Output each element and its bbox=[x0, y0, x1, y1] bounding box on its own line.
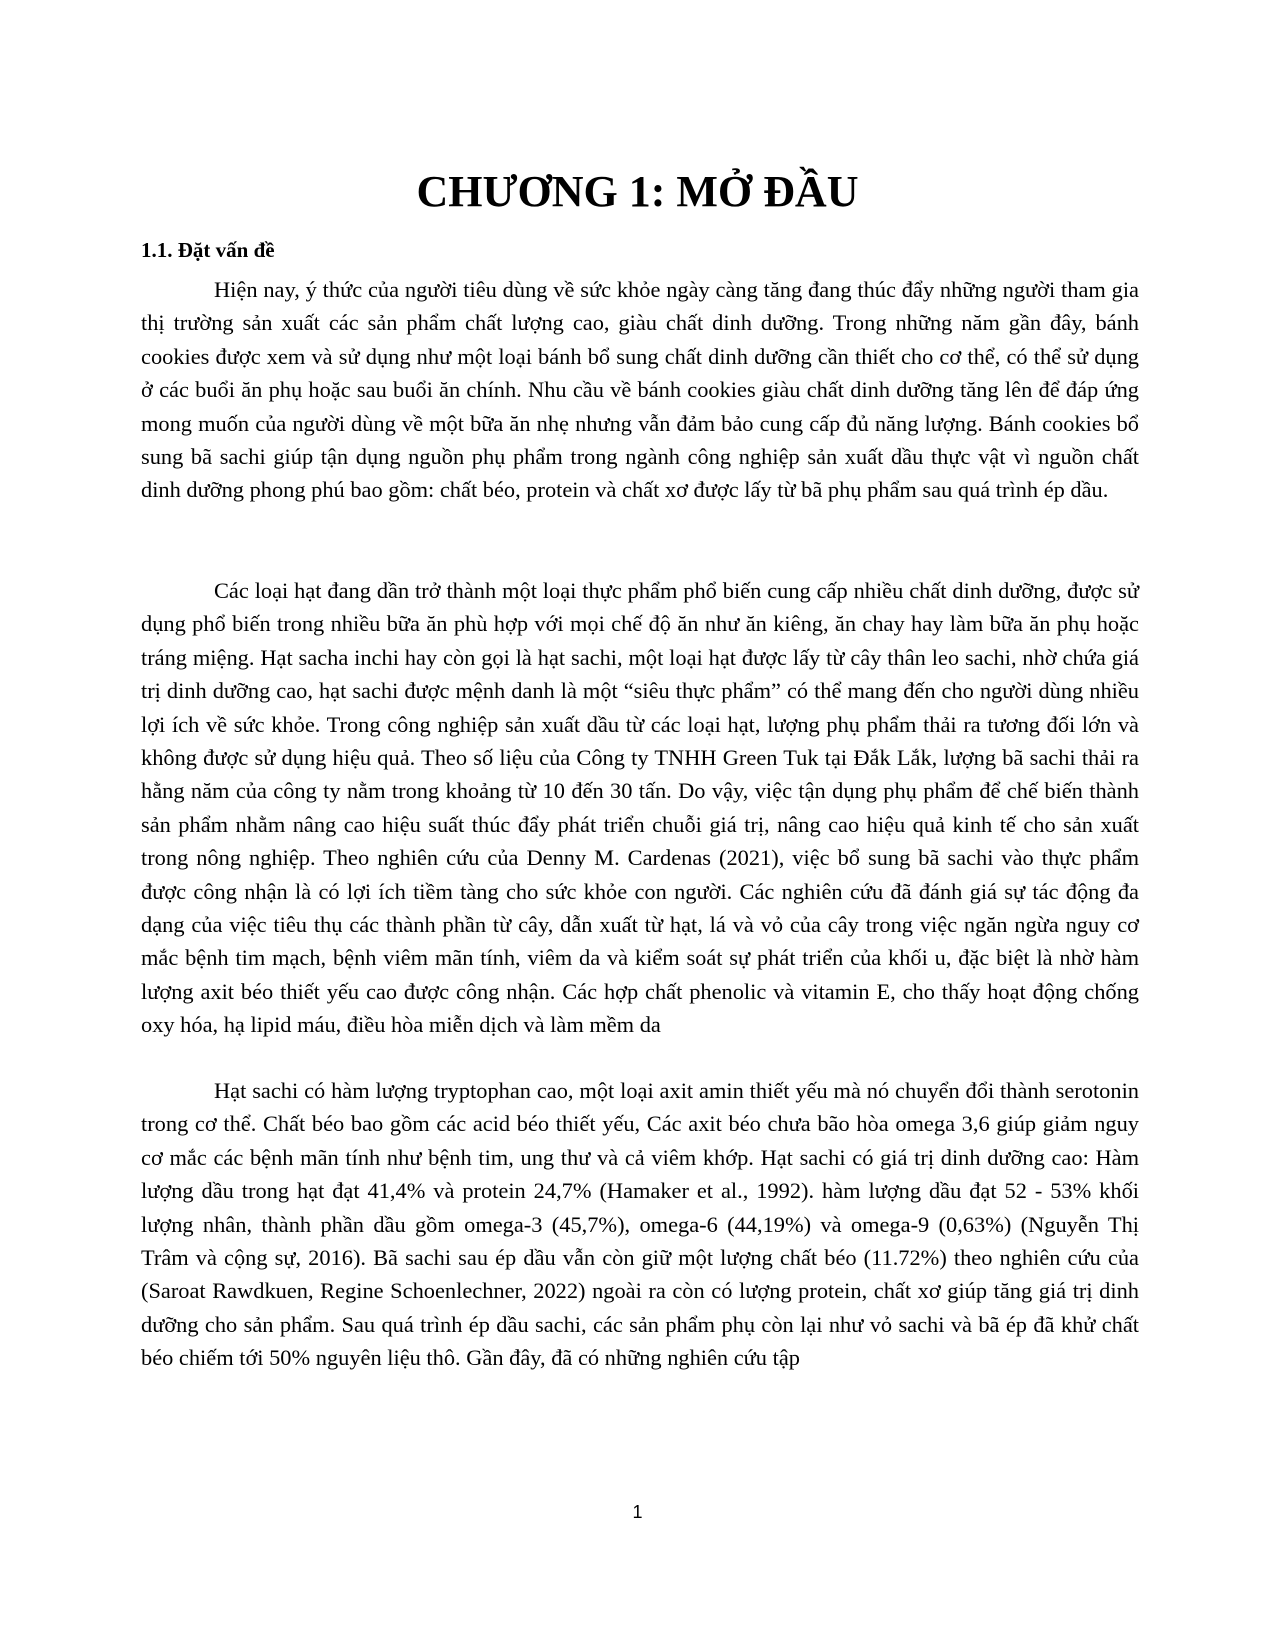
paragraph-block-2 bbox=[141, 574, 1139, 1042]
paragraph-block-1 bbox=[141, 273, 1139, 507]
paragraph: Các loại hạt đang dần trở thành một loại thực phẩm phổ biến cung cấp nhiều chất dinh dưỡng, được sử dụng phổ biến trong nhiều bữa ăn phù hợp với mọi chế độ ăn như ăn kiêng, ăn chay hay làm bữa ăn phụ hoặc tráng miệng. Hạt sacha inchi hay còn gọi là hạt sachi, một loại hạt được lấy từ cây thân leo sachi, nhờ chứa giá trị dinh dưỡng cao, hạt sachi được mệnh danh là một “siêu thực phẩm” có thể mang đến cho người dùng nhiều lợi ích về sức khỏe. Trong công nghiệp sản xuất dầu từ các loại hạt, lượng phụ phẩm thải ra tương đối lớn và không được sử dụng hiệu quả. Theo số liệu của Công ty TNHH Green Tuk tại Đắk Lắk, lượng bã sachi thải ra hằng năm của công ty nằm trong khoảng từ 10 đến 30 tấn. Do vậy, việc tận dụng phụ phẩm để chế biến thành sản phẩm nhằm nâng cao hiệu suất thúc đẩy phát triển chuỗi giá trị, nâng cao hiệu quả kinh tế cho sản xuất trong nông nghiệp. Theo nghiên cứu của Denny M. Cardenas (2021), việc bổ sung bã sachi vào thực phẩm được công nhận là có lợi ích tiềm tàng cho sức khỏe con người. Các nghiên cứu đã đánh giá sự tác động đa dạng của việc tiêu thụ các thành phần từ cây, dẫn xuất từ hạt, lá và vỏ của cây trong việc ngăn ngừa nguy cơ mắc bệnh tim mạch, bệnh viêm mãn tính, viêm da và kiểm soát sự phát triển của khối u, đặc biệt là nhờ hàm lượng axit béo thiết yếu cao được công nhận. Các hợp chất phenolic và vitamin E, cho thấy hoạt động chống oxy hóa, hạ lipid máu, điều hòa miễn dịch và làm mềm da bbox=[141, 578, 1139, 1038]
paragraph: Hiện nay, ý thức của người tiêu dùng về sức khỏe ngày càng tăng đang thúc đẩy những người tham gia thị trường sản xuất các sản phẩm chất lượng cao, giàu chất dinh dưỡng. Trong những năm gần đây, bánh cookies được xem và sử dụng như một loại bánh bổ sung chất dinh dưỡng cần thiết cho cơ thể, có thể sử dụng ở các buổi ăn phụ hoặc sau buổi ăn chính. Nhu cầu về bánh cookies giàu chất dinh dưỡng tăng lên để đáp ứng mong muốn của người dùng về một bữa ăn nhẹ nhưng vẫn đảm bảo cung cấp đủ năng lượng. Bánh cookies bổ sung bã sachi giúp tận dụng nguồn phụ phẩm trong ngành công nghiệp sản xuất dầu thực vật vì nguồn chất dinh dưỡng phong phú bao gồm: chất béo, protein và chất xơ được lấy từ bã phụ phẩm sau quá trình ép dầu. bbox=[141, 277, 1139, 503]
chapter-title: CHƯƠNG 1: MỞ ĐẦU bbox=[416, 167, 859, 216]
paragraph: Hạt sachi có hàm lượng tryptophan cao, một loại axit amin thiết yếu mà nó chuyển đổi thành serotonin trong cơ thể. Chất béo bao gồm các acid béo thiết yếu, Các axit béo chưa bão hòa omega 3,6 giúp giảm nguy cơ mắc các bệnh mãn tính như bệnh tim, ung thư và cả viêm khớp. Hạt sachi có giá trị dinh dưỡng cao: Hàm lượng dầu trong hạt đạt 41,4% và protein 24,7% (Hamaker et al., 1992). hàm lượng dầu đạt 52 - 53% khối lượng nhân, thành phần dầu gồm omega-3 (45,7%), omega-6 (44,19%) và omega-9 (0,63%) (Nguyễn Thị Trâm và cộng sự, 2016). Bã sachi sau ép dầu vẫn còn giữ một lượng chất béo (11.72%) theo nghiên cứu của (Saroat Rawdkuen, Regine Schoenlechner, 2022) ngoài ra còn có lượng protein, chất xơ giúp tăng giá trị dinh dưỡng cho sản phẩm. Sau quá trình ép dầu sachi, các sản phẩm phụ còn lại như vỏ sachi và bã ép đã khử chất béo chiếm tới 50% nguyên liệu thô. Gần đây, đã có những nghiên cứu tập bbox=[141, 1078, 1139, 1371]
page-number: 1 bbox=[632, 1502, 643, 1522]
paragraph-block-3 bbox=[141, 1074, 1139, 1375]
section-heading: 1.1. Đặt vấn đề bbox=[141, 238, 275, 262]
